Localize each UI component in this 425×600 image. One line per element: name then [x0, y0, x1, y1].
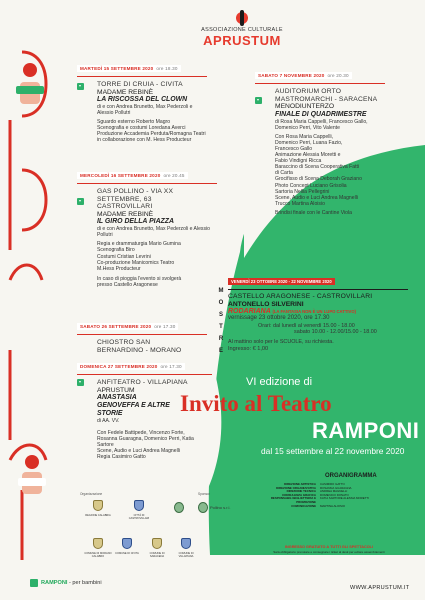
event-title: IL GIRO DELLA PIAZZA: [97, 218, 174, 226]
event-credit: Domenico Perri, Luana Fazio,: [275, 139, 343, 146]
event-castrovillari: [77, 164, 217, 288]
civita-logo: [122, 538, 132, 550]
event-credit: Rosanna Guaragna, Domenico Perri, Katia: [97, 435, 194, 442]
event-credit: Photo Concept Luciano Grisolia: [275, 182, 347, 189]
pollino-sponsor-logo: [174, 502, 184, 514]
saracena-logo: [152, 538, 162, 550]
event-company: MADAME REBINÈ: [97, 88, 154, 96]
event-credit: Costumi Cristian Levrini: [97, 253, 151, 260]
event-credit: Regia e drammaturgia Mario Gumina: [97, 241, 181, 248]
event-date: MARTEDÌ 15 SETTEMBRE 2020 ore 18.30: [77, 65, 181, 72]
logo-association: ASSOCIAZIONE CULTURALE: [201, 27, 283, 33]
logo-caption: CITTÀ DI CASTROVILLARI: [128, 514, 150, 520]
event-credit: Sguardo esterno Roberto Magro: [97, 119, 171, 126]
event-credit: Scene, Audio e Luci Andrea Magnelli: [97, 447, 180, 454]
exhibition-artist: ANTONELLO SILVERINI: [228, 300, 304, 308]
event-company: MADAME REBINÈ: [97, 210, 154, 218]
event-credit: Scenografia Biro: [97, 247, 135, 254]
organizer-label: Organizzazione: [80, 492, 103, 496]
event-date: SABATO 7 NOVEMBRE 2020 ore 20.30: [255, 72, 352, 79]
event-credit: di Carta: [275, 170, 293, 177]
exhibition-dates: VENERDÌ 23 OTTOBRE 2020 - 22 NOVEMBRE 2020: [228, 278, 335, 285]
event-arrow-icon: [77, 379, 84, 386]
event-civita: [77, 57, 207, 144]
villapiana-logo: [181, 538, 191, 550]
organigramma-person: DOMENICO DONATO: [320, 492, 349, 497]
event-venue: TORRE DI CRUIA - CIVITA: [97, 81, 183, 88]
organigramma-person: MARTINA ALOISIO: [320, 503, 346, 508]
logo-name: APRUSTUM: [203, 33, 281, 48]
event-credit: Trucco Martina Aloisio: [275, 200, 325, 207]
event-credit: Con Rosa Maria Cappelli,: [275, 133, 334, 140]
exhibition-vernissage: vernissage 23 ottobre 2020, ore 17.30: [228, 315, 330, 322]
regione-calabria-logo: [93, 500, 103, 512]
event-credit: Con Fedele Battipede, Vincenzo Forte,: [97, 429, 185, 436]
event-credit: Baraccino di Scena Cooperativa Fatti: [275, 164, 360, 171]
event-credit: M.Hess Producteur: [97, 265, 141, 272]
organigramma-role: DIREZIONE TECNICA: [286, 489, 316, 494]
event-venue: AUDITORIUM ORTO MASTROMARCHI - SARACENA: [275, 88, 378, 103]
event-rain-note: In caso di pioggia l'evento si svolgerà presso Castello Aragonese: [97, 275, 182, 288]
event-credit: Sartoria Nellia Pellegrini: [275, 188, 330, 195]
event-credit: Regia Casimiro Gatto: [97, 454, 146, 461]
event-credit: Co-produzione Manicomics Teatro: [97, 259, 175, 266]
organigramma-person: CASIMIRO GATTO: [320, 482, 345, 486]
exhibition-title: RODARIANA (LA FANTASIA NON È UN LUPO CATTIVO): [228, 308, 356, 316]
exhibition-venue: CASTELLO ARAGONESE - CASTROVILLARI: [228, 293, 373, 300]
castrovillari-logo: [134, 500, 144, 512]
event-arrow-icon: [77, 83, 84, 90]
organigramma-title: ORGANIGRAMMA: [325, 473, 377, 479]
headline-ramponi: RAMPONI: [312, 418, 420, 443]
event-saracena: [255, 64, 385, 216]
event-credit: in collaborazione con M. Hess Producteur: [97, 137, 192, 144]
morano-logo: [93, 538, 103, 550]
event-cast: di e con Andrea Brunetto, Max Pederzoli e Alessio Pollutri: [97, 226, 210, 239]
event-credit: Scene, Audio e Luci Andrea Magnelli: [275, 194, 358, 201]
event-venue: ANFITEATRO - VILLAPIANA: [97, 379, 188, 386]
event-date: MERCOLEDÌ 16 SETTEMBRE 2020 ore 20.45: [77, 172, 188, 179]
event-company: APRUSTUM: [97, 386, 135, 394]
event-credit: Produzione Accademia Perduta/Romagna Teatri: [97, 131, 206, 138]
event-title: ANASTASIA GENOVEFFA E ALTRE STORIE: [97, 394, 170, 417]
logo-caption: COMUNE DI CIVITA: [115, 552, 139, 555]
sponsor-label: Sponsor: [198, 492, 210, 496]
organigramma-person: ANDREA MAGNELLI: [320, 489, 348, 494]
organigramma-role: DIREZIONE ORGANIZZATIVA: [276, 485, 316, 490]
aprustum-logo: [197, 10, 287, 48]
organigramma-role: DIREZIONE ARTISTICA: [284, 482, 316, 486]
event-cast: di Rosa Maria Cappelli, Francesco Gallo, Domenico Perri, Vito Valente: [275, 118, 368, 131]
event-cast: di e con Andrea Brunetto, Max Pederzoli e Alessio Pollutri: [97, 103, 193, 117]
event-venue-city: CASTROVILLARI: [97, 203, 153, 211]
event-arrow-icon: [255, 97, 262, 104]
event-company: MENODIUNTERZO: [275, 103, 335, 111]
organigramma-role: CONSULENZA GRAFICA: [282, 492, 316, 497]
event-venue: GAS POLLINO - VIA XX SETTEMBRE, 63: [97, 188, 174, 203]
exhibition-rodariana: [228, 270, 408, 352]
gas-pollino-logo: [198, 502, 208, 514]
exhibition-hours: Orari: dal lunedì al venerdì 15.00 - 18.00: [258, 323, 355, 330]
organigramma-list: [268, 483, 408, 508]
organigramma-row: [268, 505, 408, 509]
logo-caption: COMUNE DI MORANO CALABRO: [84, 552, 112, 558]
free-entry-note: Sarà obbligatorio prenotare e consegnare i ticket al desk per evitare assembramenti: [273, 550, 385, 554]
event-date: DOMENICA 27 SETTEMBRE 2020 ore 17.30: [77, 363, 185, 370]
event-credit: Fabio Vindigni Ricca: [275, 158, 322, 165]
logo-caption: COMUNE DI VILLAPIANA: [178, 552, 194, 558]
children-event-icon: [30, 579, 38, 587]
event-date: SABATO 26 SETTEMBRE 2020 ore 17.30: [77, 323, 178, 330]
organigramma-role: COMUNICAZIONE: [291, 503, 316, 508]
exhibition-hours: sabato 10.00 - 12.00/15.00 - 18.00: [294, 329, 377, 336]
headline-dates: dal 15 settembre al 22 novembre 2020: [261, 446, 405, 456]
mostre-vertical-label: MOSTRE: [218, 288, 224, 360]
website-link[interactable]: WWW.APRUSTUM.IT: [350, 585, 410, 591]
organigramma-person: KATIA SARTORE ALESSIA MORETTI: [320, 496, 369, 501]
free-entry-banner: INGRESSO GRATUITO A TUTTI GLI SPETTACOLI: [284, 545, 374, 549]
event-venue: CHIOSTRO SAN BERNARDINO - MORANO: [97, 339, 182, 354]
logo-caption: COMUNE DI SARACENA: [149, 552, 165, 558]
event-cast: di AA. VV.: [97, 417, 120, 424]
logo-mark-icon: [234, 10, 250, 26]
organigramma-role: RESPONSABILI BIGLIETTERIA E PROMOZIONE: [270, 496, 316, 504]
event-credit: Sartore: [97, 441, 114, 448]
event-title: FINALE DI QUADRIMESTRE: [275, 110, 367, 118]
edition-label: VI edizione di: [246, 376, 313, 388]
event-credit: Scenografia e costumi Loredana Averci: [97, 125, 186, 132]
event-closing: Brindisi finale con le Cantine Viola: [275, 209, 352, 216]
logo-caption: REGIONE CALABRIA: [85, 514, 111, 517]
organigramma-person: ROSANNA GUARAGNA: [320, 485, 352, 490]
exhibition-ticket: Ingresso: € 1,00: [228, 345, 269, 352]
event-credit: Francesco Gallo: [275, 145, 313, 152]
children-legend: RAMPONI - per bambini: [41, 580, 102, 586]
event-arrow-icon: [77, 198, 84, 205]
event-morano: [77, 315, 207, 354]
headline-invito: Invito al Teatro: [180, 391, 332, 416]
event-credit: Grocifisso di Scena Deborah Graziano: [275, 176, 362, 183]
exhibition-school-note: Al mattino solo per le SCUOLE, su richiesta.: [228, 339, 334, 346]
event-title: LA RISCOSSA DEL CLOWN: [97, 96, 188, 104]
sponsor-name: Pollino s.r.l.: [210, 505, 231, 510]
event-credit: Animazione Alessia Moretti e: [275, 152, 341, 159]
